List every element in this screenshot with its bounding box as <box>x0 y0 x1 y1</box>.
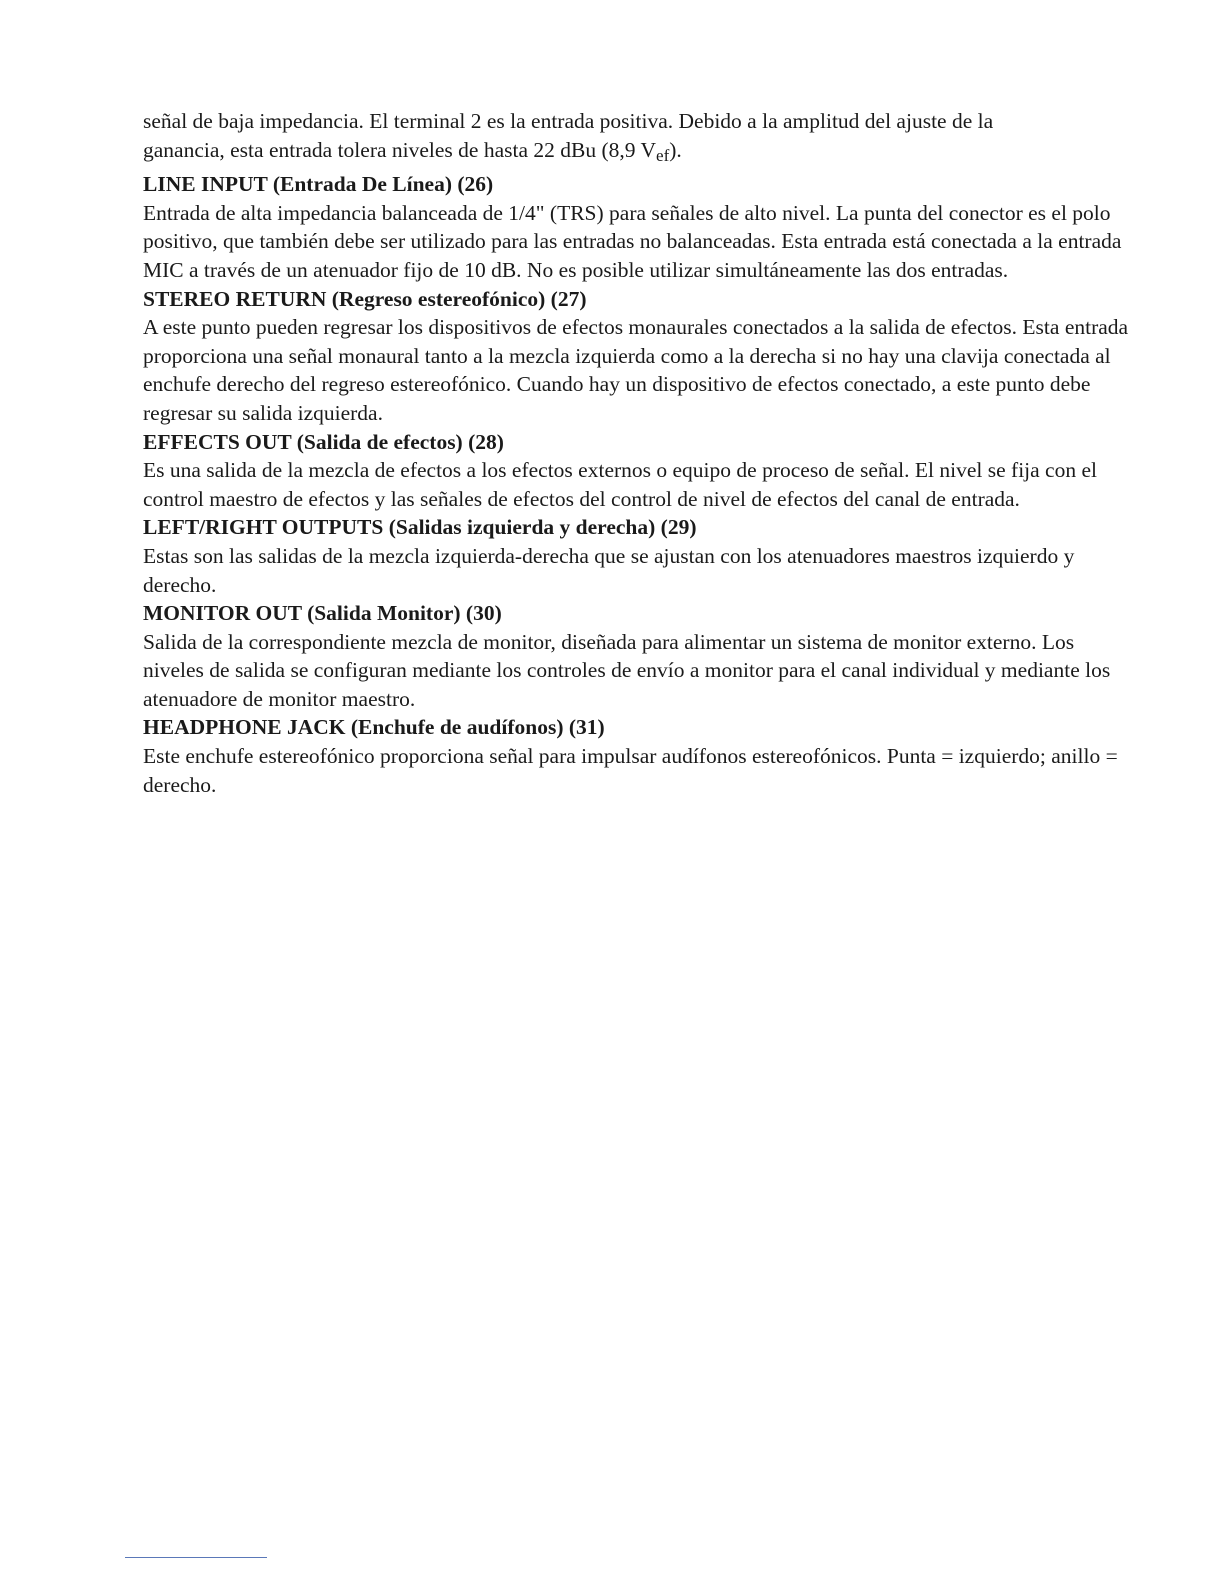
section-heading-left-right-outputs: LEFT/RIGHT OUTPUTS (Salidas izquierda y derecha) (29) <box>143 515 697 540</box>
intro-line-2: ganancia, esta entrada tolera niveles de hasta 22 dBu (8,9 V <box>143 137 657 162</box>
section-body-headphone-jack: Este enchufe estereofónico proporciona señal para impulsar audífonos estereofónicos. Punta = izquierdo; anillo = derecho. <box>143 744 1118 797</box>
intro-line-2-end: ). <box>669 137 682 162</box>
footer-divider <box>125 1557 267 1558</box>
section-body-stereo-return: A este punto pueden regresar los dispositivos de efectos monaurales conectados a la salida de efectos. Esta entrada proporciona una señal monaural tanto a la mezcla izquierda como a la derecha si no hay una clavija conectada al enchufe derecho del regreso estereofónico. Cuando hay un dispositivo de efectos conectado, a este punto debe regresar su salida izquierda. <box>143 315 1129 425</box>
section-heading-line-input: LINE INPUT (Entrada De Línea) (26) <box>143 172 494 197</box>
section-body-effects-out: Es una salida de la mezcla de efectos a los efectos externos o equipo de proceso de señal. El nivel se fija con el control maestro de efectos y las señales de efectos del control de nivel de efectos del canal de entrada. <box>143 458 1097 511</box>
section-heading-headphone-jack: HEADPHONE JACK (Enchufe de audífonos) (31) <box>143 715 605 740</box>
intro-line-1: señal de baja impedancia. El terminal 2 es la entrada positiva. Debido a la amplitud del ajuste de la <box>143 109 994 133</box>
section-body-line-input: Entrada de alta impedancia balanceada de 1/4" (TRS) para señales de alto nivel. La punta del conector es el polo positivo, que también debe ser utilizado para las entradas no balanceadas. Esta entrada está conectada a la entrada MIC a través de un atenuador fijo de 10 dB. No es posible utilizar simultáneamente las dos entradas. <box>143 200 1122 282</box>
section-heading-stereo-return: STEREO RETURN (Regreso estereofónico) (27) <box>143 286 587 311</box>
document-body <box>143 107 1133 799</box>
section-heading-monitor-out: MONITOR OUT (Salida Monitor) (30) <box>143 601 502 626</box>
intro-paragraph <box>143 107 1133 170</box>
section-body-left-right-outputs: Estas son las salidas de la mezcla izquierda-derecha que se ajustan con los atenuadores maestros izquierdo y derecho. <box>143 543 1075 597</box>
section-body-monitor-out: Salida de la correspondiente mezcla de monitor, diseñada para alimentar un sistema de monitor externo. Los niveles de salida se configuran mediante los controles de envío a monitor para el canal individual y mediante los atenuadore de monitor maestro. <box>143 629 1111 711</box>
intro-subscript: ef <box>656 145 670 165</box>
section-heading-effects-out: EFFECTS OUT (Salida de efectos) (28) <box>143 429 504 454</box>
